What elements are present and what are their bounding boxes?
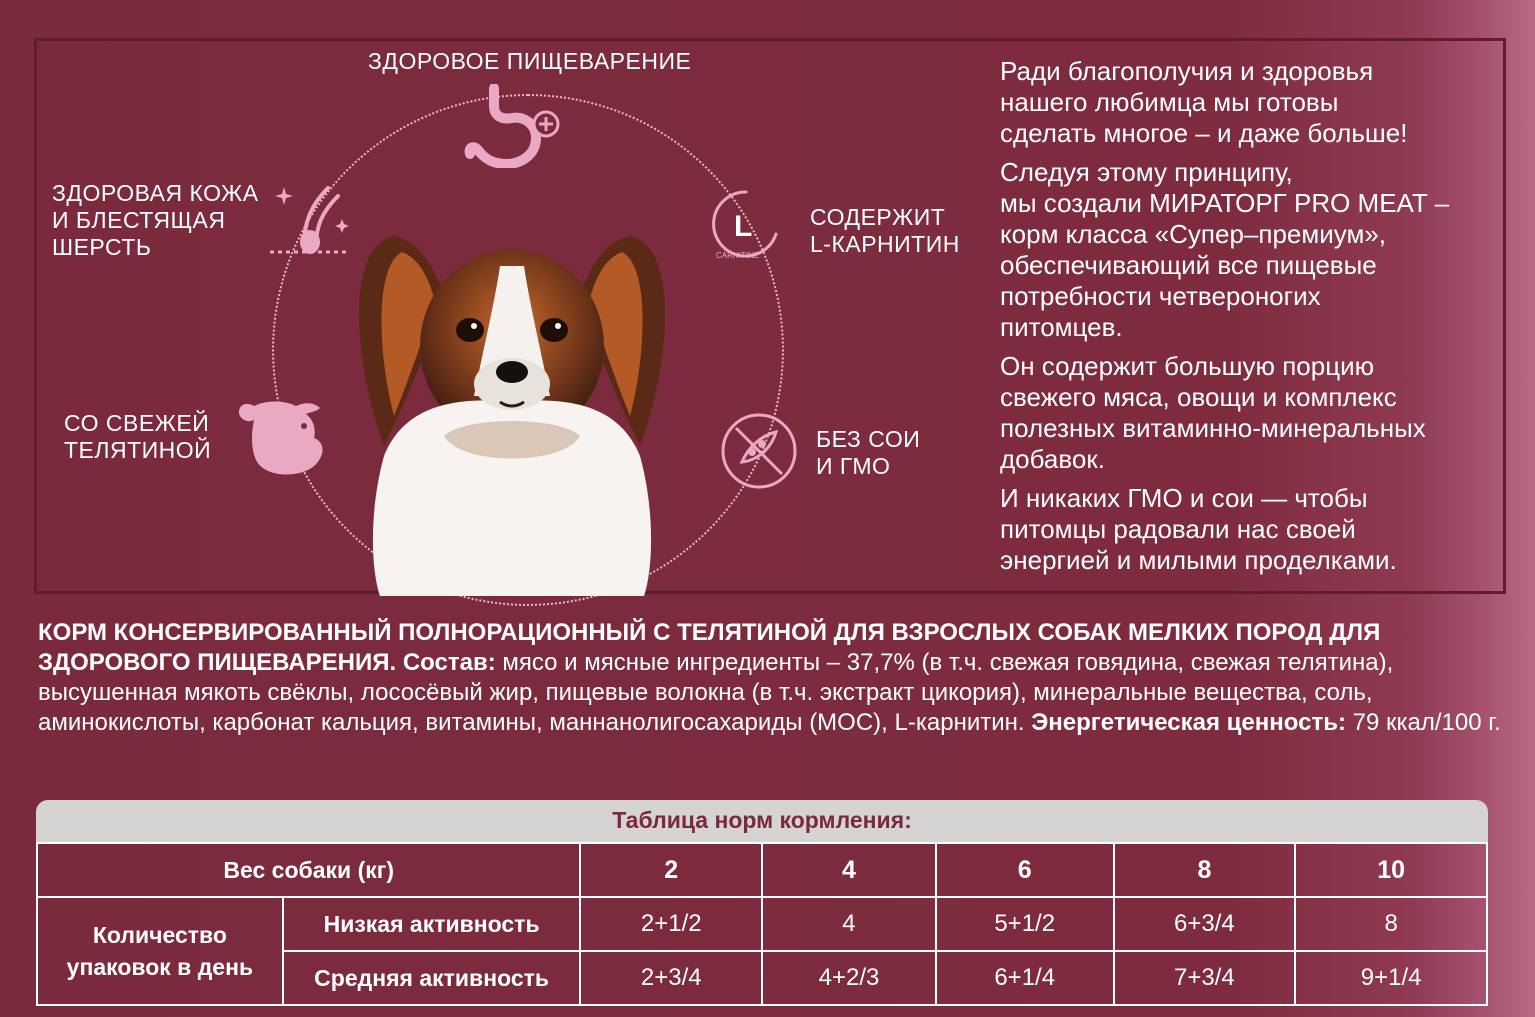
portion-cell: 2+3/4 bbox=[580, 951, 762, 1005]
l-carnitine-icon-letter: L bbox=[734, 210, 753, 243]
composition-ingredients: мясо и мясные ингредиенты – 37,7% (в т.ч. свежая говядина, свежая телятина), высушенная мякоть свёклы, лососёвый жир, пищевые волокна (в т.ч. экстракт цикория), минеральные вещества, соль, аминокислоты, карбонат кальция, витамины, маннанолигосахариды (МОС), L-карнитин. bbox=[38, 649, 1394, 736]
benefit-digestion-label: ЗДОРОВОЕ ПИЩЕВАРЕНИЕ bbox=[368, 48, 692, 74]
portion-cell: 8 bbox=[1295, 897, 1487, 951]
portion-cell: 2+1/2 bbox=[580, 897, 762, 951]
table-row bbox=[37, 843, 1487, 897]
intro-paragraph: Ради благополучия и здоровья нашего любимца мы готовы сделать многое – и даже больше! bbox=[1000, 56, 1408, 148]
benefit-veal-label: СО СВЕЖЕЙ ТЕЛЯТИНОЙ bbox=[64, 410, 212, 463]
l-carnitine-icon-word: CARNITINE bbox=[716, 251, 760, 260]
benefit-carnitine-label: СОДЕРЖИТ L-КАРНИТИН bbox=[810, 204, 960, 257]
activity-label: Средняя активность bbox=[283, 951, 581, 1005]
feeding-table bbox=[36, 842, 1488, 1006]
portion-cell: 7+3/4 bbox=[1114, 951, 1296, 1005]
benefit-no-soy-label: БЕЗ СОИ И ГМО bbox=[816, 426, 921, 479]
portion-cell: 5+1/2 bbox=[936, 897, 1114, 951]
weight-cell: 6 bbox=[936, 843, 1114, 897]
stomach-icon bbox=[464, 84, 564, 168]
intro-paragraph: Следуя этому принципу, мы создали МИРАТОРГ PRO MEAT – корм класса «Супер–премиум», обеспечивающий все пищевые потребности четвероногих питомцев. bbox=[1000, 157, 1450, 342]
weight-cell: 4 bbox=[762, 843, 936, 897]
portion-cell: 6+3/4 bbox=[1114, 897, 1296, 951]
table-row bbox=[37, 897, 1487, 951]
l-carnitine-icon bbox=[704, 184, 784, 268]
benefit-skin-label: ЗДОРОВАЯ КОЖА И БЛЕСТЯЩАЯ ШЕРСТЬ bbox=[52, 180, 259, 260]
portion-cell: 4+2/3 bbox=[762, 951, 936, 1005]
packs-per-day-label: Количество упаковок в день bbox=[37, 897, 283, 1005]
feeding-table-caption: Таблица норм кормления: bbox=[36, 800, 1488, 842]
portion-cell: 4 bbox=[762, 897, 936, 951]
weight-header: Вес собаки (кг) bbox=[37, 843, 580, 897]
portion-cell: 6+1/4 bbox=[936, 951, 1114, 1005]
intro-text-block bbox=[1000, 56, 1500, 584]
activity-label: Низкая активность bbox=[283, 897, 581, 951]
intro-paragraph: И никаких ГМО и сои — чтобы питомцы радовали нас своей энергией и милыми проделками. bbox=[1000, 483, 1397, 575]
composition-label: Состав: bbox=[402, 649, 496, 676]
energy-label: Энергетическая ценность: bbox=[1031, 709, 1346, 736]
weight-cell: 2 bbox=[580, 843, 762, 897]
papillon-dog-image bbox=[324, 206, 700, 596]
weight-cell: 10 bbox=[1295, 843, 1487, 897]
energy-value: 79 ккал/100 г. bbox=[1352, 709, 1501, 736]
no-soy-icon bbox=[718, 410, 800, 492]
calf-head-icon bbox=[234, 392, 330, 476]
composition-text bbox=[38, 618, 1512, 738]
feeding-table-section bbox=[36, 800, 1488, 1006]
product-title: КОРМ КОНСЕРВИРОВАННЫЙ ПОЛНОРАЦИОННЫЙ С ТЕЛЯТИНОЙ ДЛЯ ВЗРОСЛЫХ СОБАК МЕЛКИХ ПОРОД ДЛЯ ЗДОРОВОГО ПИЩЕВАРЕНИЯ. bbox=[38, 619, 1381, 676]
portion-cell: 9+1/4 bbox=[1295, 951, 1487, 1005]
weight-cell: 8 bbox=[1114, 843, 1296, 897]
intro-paragraph: Он содержит большую порцию свежего мяса, овощи и комплекс полезных витаминно-минеральных добавок. bbox=[1000, 351, 1426, 474]
